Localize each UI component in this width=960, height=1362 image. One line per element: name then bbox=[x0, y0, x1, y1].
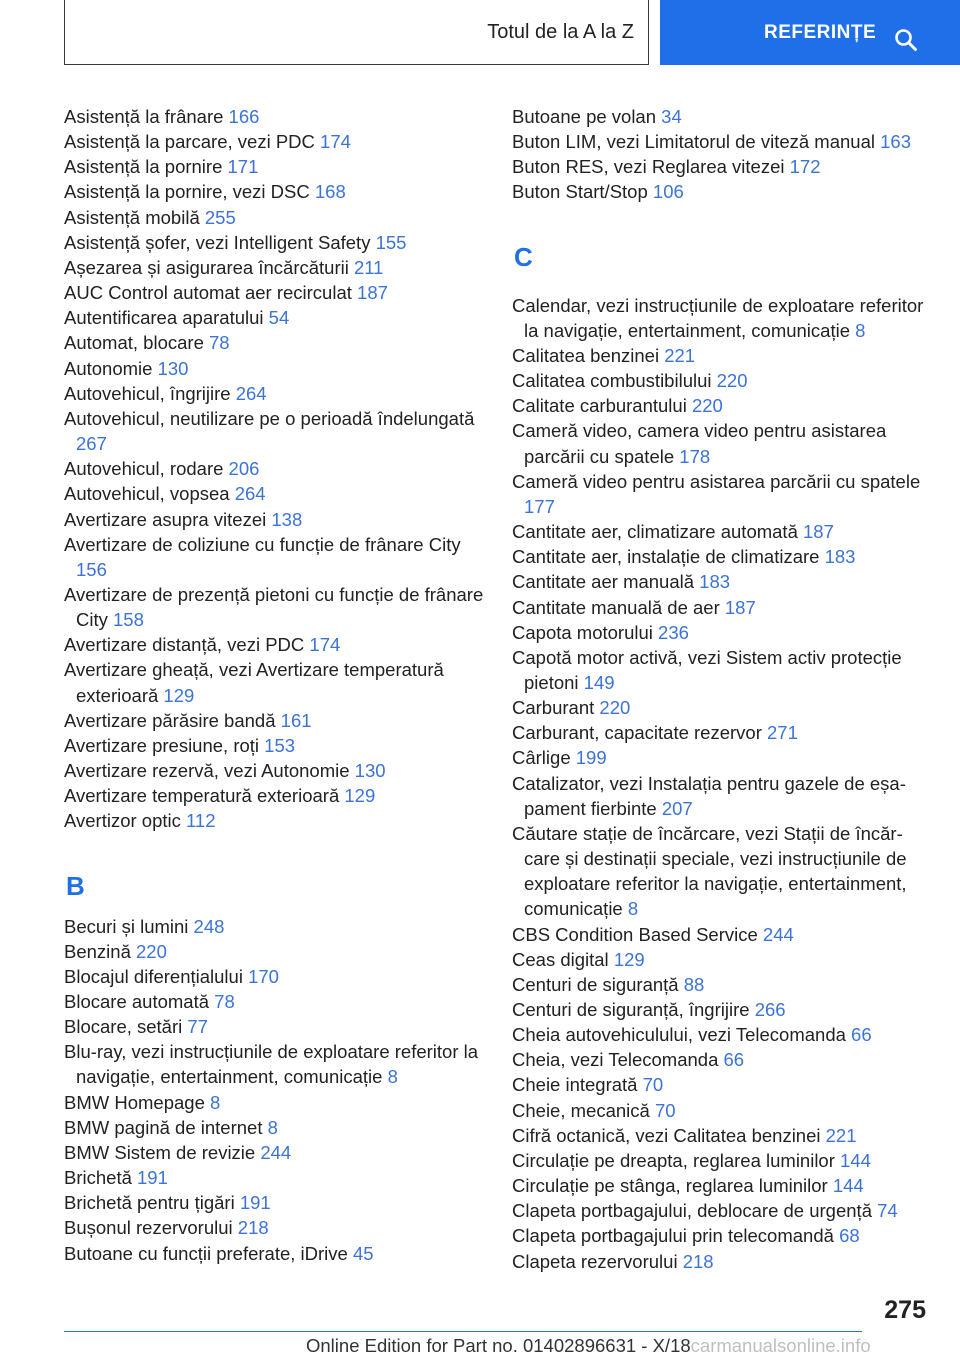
index-entry-term: Carburant, capacitate rezervor bbox=[512, 722, 768, 744]
index-entry-term: Automat, blocare bbox=[64, 332, 209, 354]
index-entry bbox=[512, 720, 932, 745]
index-entry bbox=[512, 1072, 932, 1097]
index-entry bbox=[64, 1140, 484, 1165]
index-entry-page-link[interactable]: 8 bbox=[627, 898, 639, 920]
index-entry-page-link[interactable]: 178 bbox=[679, 445, 711, 467]
footer-brand-watermark: carmanualsonline.info bbox=[690, 1335, 871, 1356]
index-entry-page-link[interactable]: 207 bbox=[661, 797, 693, 819]
index-entry-page-link[interactable]: 8 bbox=[267, 1116, 278, 1138]
index-entry-page-link[interactable]: 129 bbox=[344, 785, 376, 807]
index-entry-page-link[interactable]: 221 bbox=[825, 1124, 857, 1146]
index-entry bbox=[64, 330, 484, 355]
index-entry-term: Cantitate aer, climatizare automată bbox=[512, 521, 804, 543]
index-entry-term: Cheia autovehiculului, vezi Telecomanda bbox=[512, 1024, 852, 1046]
index-entry bbox=[512, 947, 932, 972]
index-entry bbox=[64, 632, 484, 657]
index-entry-page-link[interactable]: 129 bbox=[613, 948, 645, 970]
index-entry-page-link[interactable]: 267 bbox=[76, 433, 107, 455]
index-entry bbox=[512, 154, 932, 179]
index-entry bbox=[64, 914, 484, 939]
index-entry-term: Brichetă pentru țigări bbox=[64, 1192, 240, 1214]
index-entry-term: Autovehicul, rodare bbox=[64, 458, 229, 480]
index-entry-page-link[interactable]: 271 bbox=[767, 722, 798, 744]
section-letter-c: C bbox=[514, 241, 533, 272]
index-entry bbox=[64, 305, 484, 330]
index-entry-term: Avertizare temperatură exterioară bbox=[64, 785, 345, 807]
index-entry-page-link[interactable]: 191 bbox=[137, 1167, 168, 1189]
index-entry bbox=[512, 519, 932, 544]
index-entry-term: Clapeta portbagajului, deblocare de urgență bbox=[512, 1200, 878, 1222]
index-entry-page-link[interactable]: 174 bbox=[320, 131, 351, 153]
index-entry bbox=[64, 456, 484, 481]
index-entry-term: Asistență la pornire, vezi DSC bbox=[64, 181, 315, 203]
index-entry-page-link[interactable]: 78 bbox=[214, 991, 235, 1012]
index-entry bbox=[512, 620, 932, 645]
index-entry-page-link[interactable]: 163 bbox=[880, 131, 911, 153]
index-entry-term: Asistență la parcare, vezi PDC bbox=[64, 131, 321, 153]
index-entry bbox=[64, 532, 484, 582]
index-entry-page-link[interactable]: 166 bbox=[228, 106, 260, 127]
index-entry bbox=[512, 544, 932, 569]
index-entry-term: Centuri de siguranță bbox=[512, 973, 684, 995]
index-entry-page-link[interactable]: 248 bbox=[193, 915, 225, 937]
index-entry-page-link[interactable]: 206 bbox=[228, 458, 260, 480]
index-entry-term: BMW Sistem de revizie bbox=[64, 1141, 261, 1163]
index-entry-term: Autentificarea aparatului bbox=[64, 307, 269, 329]
index-entry-term: Autovehicul, îngrijire bbox=[64, 382, 236, 404]
index-entry bbox=[512, 1098, 932, 1123]
index-entry bbox=[64, 104, 484, 129]
index-entry bbox=[64, 939, 484, 964]
index-entry-term: Calendar, vezi instrucțiunile de exploatare referitor la navigație, entertainment, comunicație bbox=[512, 294, 924, 341]
index-entry-term: Cameră video, camera video pentru asistarea parcării cu spatele bbox=[512, 420, 887, 467]
index-entry-page-link[interactable]: 77 bbox=[187, 1016, 208, 1038]
index-entry bbox=[64, 406, 484, 456]
index-entry-page-link[interactable]: 170 bbox=[248, 965, 279, 987]
index-entry-term: Capota motorului bbox=[512, 621, 659, 643]
index-entry-page-link[interactable]: 264 bbox=[234, 483, 266, 505]
index-entry-term: Avertizare distanță, vezi PDC bbox=[64, 634, 310, 656]
search-icon[interactable] bbox=[894, 28, 918, 52]
index-entry bbox=[64, 230, 484, 255]
index-entry bbox=[64, 989, 484, 1014]
index-entry bbox=[512, 595, 932, 620]
index-entry bbox=[64, 964, 484, 989]
index-entry-page-link[interactable]: 138 bbox=[271, 508, 303, 530]
index-entry-term: Circulație pe stânga, reglarea luminilor bbox=[512, 1175, 833, 1197]
index-list-b bbox=[64, 914, 484, 1266]
tab-az-label: Totul de la A la Z bbox=[487, 20, 634, 43]
index-entry-page-link[interactable]: 199 bbox=[575, 747, 607, 769]
index-entry-term: Cheie, mecanică bbox=[512, 1099, 655, 1121]
index-entry-page-link[interactable]: 66 bbox=[851, 1024, 872, 1046]
footer-edition-text: Online Edition for Part no. 01402896631 - X/18 bbox=[306, 1335, 691, 1356]
index-entry-term: Asistență mobilă bbox=[64, 206, 205, 228]
index-entry-page-link[interactable]: 187 bbox=[357, 282, 388, 304]
index-entry bbox=[512, 104, 932, 129]
index-entry-page-link[interactable]: 183 bbox=[699, 571, 731, 593]
index-entry bbox=[64, 205, 484, 230]
index-entry-page-link[interactable]: 158 bbox=[113, 609, 144, 631]
index-entry-page-link[interactable]: 106 bbox=[652, 181, 684, 203]
index-entry-page-link[interactable]: 129 bbox=[163, 684, 195, 706]
index-entry-term: Buton Start/Stop bbox=[512, 181, 653, 203]
index-entry-term: BMW pagină de internet bbox=[64, 1116, 268, 1138]
index-entry-page-link[interactable]: 177 bbox=[524, 495, 555, 517]
index-entry-term: Asistență la pornire bbox=[64, 156, 228, 178]
footer-edition bbox=[306, 1335, 871, 1357]
index-entry-page-link[interactable]: 266 bbox=[754, 999, 786, 1020]
index-entry-term: Buton LIM, vezi Limitatorul de viteză manual bbox=[512, 131, 881, 153]
index-entry bbox=[512, 1198, 932, 1223]
index-entry bbox=[512, 1148, 932, 1173]
index-entry bbox=[64, 1014, 484, 1039]
index-entry bbox=[512, 469, 932, 519]
index-entry-page-link[interactable]: 236 bbox=[658, 621, 689, 643]
index-entry-page-link[interactable]: 130 bbox=[354, 760, 386, 782]
index-entry bbox=[512, 418, 932, 468]
index-entry-page-link[interactable]: 183 bbox=[824, 546, 856, 568]
index-entry-page-link[interactable]: 155 bbox=[375, 231, 407, 253]
index-entry-term: Ceas digital bbox=[512, 948, 614, 970]
index-entry-page-link[interactable]: 8 bbox=[210, 1091, 221, 1113]
index-entry bbox=[64, 783, 484, 808]
index-entry-page-link[interactable]: 264 bbox=[235, 382, 267, 404]
index-entry-term: Centuri de siguranță, îngrijire bbox=[512, 999, 755, 1020]
index-entry-term: Avertizare gheață, vezi Avertizare temperatură exterioară bbox=[64, 659, 444, 706]
index-entry-term: Autovehicul, vopsea bbox=[64, 483, 235, 505]
index-entry-term: Buton RES, vezi Reglarea vitezei bbox=[512, 156, 790, 178]
index-entry-page-link[interactable]: 112 bbox=[186, 810, 216, 832]
index-entry bbox=[64, 808, 484, 833]
index-entry-term: Căutare stație de încărcare, vezi Stații de încărcare și destinații speciale, vezi instrucțiunile de exploatare referitor la navigație, entertainment, comunicație bbox=[512, 822, 907, 920]
index-entry bbox=[64, 1165, 484, 1190]
index-entry-page-link[interactable]: 88 bbox=[683, 973, 705, 995]
index-entry bbox=[64, 1190, 484, 1215]
index-entry-term: Autovehicul, neutilizare pe o perioadă îndelungată bbox=[64, 407, 475, 429]
index-entry-page-link[interactable]: 220 bbox=[599, 697, 631, 719]
index-entry-term: Avertizare rezervă, vezi Autonomie bbox=[64, 760, 355, 782]
index-entry bbox=[512, 745, 932, 770]
index-entry-term: Blocare automată bbox=[64, 991, 215, 1012]
index-entry bbox=[64, 708, 484, 733]
index-entry-page-link[interactable]: 168 bbox=[314, 181, 346, 203]
index-entry-term: Avertizare asupra vitezei bbox=[64, 508, 272, 530]
index-entry-page-link[interactable]: 187 bbox=[803, 521, 834, 543]
index-entry bbox=[64, 481, 484, 506]
index-entry bbox=[512, 1223, 932, 1248]
index-entry-term: Asistență șofer, vezi Intelligent Safety bbox=[64, 231, 376, 253]
index-entry-page-link[interactable]: 191 bbox=[239, 1192, 271, 1214]
index-entry-term: Cheia, vezi Telecomanda bbox=[512, 1049, 724, 1071]
index-entry bbox=[64, 129, 484, 154]
index-entry-term: Carburant bbox=[512, 697, 600, 719]
index-entry-page-link[interactable]: 220 bbox=[691, 395, 723, 417]
index-entry-term: Butoane pe volan bbox=[512, 106, 662, 127]
index-entry-page-link[interactable]: 220 bbox=[136, 940, 167, 962]
index-entry-page-link[interactable]: 174 bbox=[309, 634, 341, 656]
index-entry bbox=[512, 922, 932, 947]
index-entry-term: Așezarea și asigurarea încărcăturii bbox=[64, 256, 354, 278]
index-entry-term: Circulație pe dreapta, reglarea luminilor bbox=[512, 1149, 841, 1171]
index-entry bbox=[64, 356, 484, 381]
index-entry bbox=[512, 393, 932, 418]
index-entry bbox=[512, 1249, 932, 1274]
index-entry-term: Cheie integrată bbox=[512, 1074, 643, 1096]
index-entry-page-link[interactable]: 68 bbox=[839, 1225, 860, 1247]
index-entry-page-link[interactable]: 8 bbox=[387, 1066, 398, 1088]
index-entry-term: Bușonul rezervorului bbox=[64, 1217, 238, 1239]
index-entry-term: Cârlige bbox=[512, 747, 576, 769]
index-entry-page-link[interactable]: 218 bbox=[237, 1217, 269, 1239]
index-entry-term: Avertizare de prezență pietoni cu funcție de frânare City bbox=[64, 583, 484, 631]
index-entry-term: Cantitate aer, instalație de climatizare bbox=[512, 546, 825, 568]
index-entry-term: Cantitate manuală de aer bbox=[512, 596, 725, 618]
index-entry-page-link[interactable]: 161 bbox=[280, 709, 312, 731]
index-entry bbox=[64, 1115, 484, 1140]
index-entry-term: AUC Control automat aer recirculat bbox=[64, 282, 358, 304]
footer-divider bbox=[64, 1331, 862, 1332]
index-entry-page-link[interactable]: 54 bbox=[268, 307, 290, 329]
index-entry bbox=[512, 1047, 932, 1072]
index-entry-term: Benzină bbox=[64, 940, 136, 962]
index-entry bbox=[512, 1123, 932, 1148]
index-entry bbox=[64, 733, 484, 758]
index-entry bbox=[64, 1090, 484, 1115]
index-entry-term: Butoane cu funcții preferate, iDrive bbox=[64, 1242, 353, 1264]
index-entry bbox=[512, 645, 932, 695]
index-entry-term: Catalizator, vezi Instalația pentru gazele de eșapament fierbinte bbox=[512, 772, 906, 819]
index-entry-page-link[interactable]: 255 bbox=[204, 206, 236, 228]
index-entry bbox=[64, 582, 484, 632]
index-entry bbox=[512, 695, 932, 720]
index-entry-term: Calitate carburantului bbox=[512, 395, 692, 417]
index-entry-term: Blocare, setări bbox=[64, 1016, 188, 1038]
index-entry-page-link[interactable]: 130 bbox=[157, 357, 189, 379]
index-entry bbox=[512, 1022, 932, 1047]
index-entry bbox=[64, 758, 484, 783]
index-entry-page-link[interactable]: 8 bbox=[855, 319, 866, 341]
index-entry bbox=[512, 771, 932, 821]
index-entry bbox=[512, 343, 932, 368]
index-entry bbox=[64, 154, 484, 179]
index-entry-term: Avertizare părăsire bandă bbox=[64, 709, 281, 731]
index-entry-term: Cifră octanică, vezi Calitatea benzinei bbox=[512, 1124, 826, 1146]
index-entry-term: Cameră video pentru asistarea parcării cu spatele bbox=[512, 470, 921, 492]
index-entry-page-link[interactable]: 221 bbox=[664, 344, 696, 366]
index-entry-term: Clapeta portbagajului prin telecomandă bbox=[512, 1225, 840, 1247]
index-entry-term: Blu-ray, vezi instrucțiunile de exploatare referitor la navigație, entertainment, comunicație bbox=[64, 1041, 479, 1088]
index-entry-page-link[interactable]: 144 bbox=[840, 1149, 871, 1171]
index-entry bbox=[512, 293, 932, 343]
index-entry bbox=[64, 179, 484, 204]
index-entry-page-link[interactable]: 244 bbox=[260, 1141, 292, 1163]
index-entry-page-link[interactable]: 144 bbox=[832, 1175, 864, 1197]
index-entry bbox=[512, 179, 932, 204]
index-column-right bbox=[512, 104, 932, 1274]
index-entry-term: Blocajul diferențialului bbox=[64, 965, 249, 987]
index-entry-term: Avertizare presiune, roți bbox=[64, 734, 265, 756]
index-entry-page-link[interactable]: 78 bbox=[209, 332, 230, 354]
page-number: 275 bbox=[884, 1296, 926, 1324]
index-entry bbox=[64, 507, 484, 532]
index-entry-term: Avertizare de coliziune cu funcție de frânare City bbox=[64, 533, 461, 555]
index-entry-term: Asistență la frânare bbox=[64, 106, 229, 127]
index-entry bbox=[512, 129, 932, 154]
index-entry-term: Becuri și lumini bbox=[64, 915, 194, 937]
index-entry bbox=[512, 368, 932, 393]
index-list-c bbox=[512, 293, 932, 1274]
index-entry-page-link[interactable]: 171 bbox=[227, 156, 259, 178]
index-entry-term: Autonomie bbox=[64, 357, 158, 379]
index-entry-term: Capotă motor activă, vezi Sistem activ protecție pietoni bbox=[512, 646, 902, 693]
section-letter-b: B bbox=[66, 870, 85, 901]
index-entry bbox=[64, 280, 484, 305]
index-entry-term: BMW Homepage bbox=[64, 1091, 210, 1113]
index-entry-page-link[interactable]: 220 bbox=[716, 370, 748, 392]
index-entry bbox=[64, 381, 484, 406]
index-entry-page-link[interactable]: 149 bbox=[583, 671, 615, 693]
index-entry-page-link[interactable]: 172 bbox=[789, 156, 821, 178]
index-entry-page-link[interactable]: 45 bbox=[352, 1242, 374, 1264]
tab-ref-label: REFERINȚE bbox=[764, 21, 877, 43]
index-entry bbox=[64, 657, 484, 707]
index-entry-page-link[interactable]: 211 bbox=[353, 256, 384, 278]
tab-totul-de-la-a-la-z[interactable] bbox=[64, 0, 649, 65]
index-entry-page-link[interactable]: 34 bbox=[661, 106, 682, 127]
index-entry-term: Calitatea benzinei bbox=[512, 344, 665, 366]
index-entry-page-link[interactable]: 74 bbox=[877, 1200, 898, 1222]
index-entry-page-link[interactable]: 70 bbox=[642, 1074, 664, 1096]
index-entry-page-link[interactable]: 153 bbox=[264, 734, 296, 756]
index-entry-page-link[interactable]: 70 bbox=[654, 1099, 676, 1121]
index-entry bbox=[64, 1241, 484, 1266]
tab-referinte[interactable] bbox=[660, 0, 960, 65]
index-entry-page-link[interactable]: 218 bbox=[682, 1250, 714, 1272]
index-entry-term: Avertizor optic bbox=[64, 810, 187, 832]
index-entry bbox=[512, 569, 932, 594]
index-entry-page-link[interactable]: 187 bbox=[724, 596, 756, 618]
index-entry-page-link[interactable]: 156 bbox=[76, 558, 107, 580]
index-list-b-cont bbox=[512, 104, 932, 205]
index-entry-term: Clapeta rezervorului bbox=[512, 1250, 683, 1272]
index-entry-term: Brichetă bbox=[64, 1167, 138, 1189]
index-entry bbox=[64, 1215, 484, 1240]
index-entry bbox=[64, 255, 484, 280]
index-entry bbox=[512, 821, 932, 922]
index-entry-page-link[interactable]: 66 bbox=[723, 1049, 745, 1071]
index-entry-term: Cantitate aer manuală bbox=[512, 571, 700, 593]
index-entry bbox=[512, 997, 932, 1022]
index-list-a bbox=[64, 104, 484, 834]
index-entry-term: Calitatea combustibilului bbox=[512, 370, 717, 392]
index-entry-term: CBS Condition Based Service bbox=[512, 923, 763, 945]
index-entry bbox=[64, 1039, 484, 1089]
index-entry bbox=[512, 1173, 932, 1198]
index-column-left bbox=[64, 104, 484, 1266]
index-entry-page-link[interactable]: 244 bbox=[762, 923, 794, 945]
index-entry bbox=[512, 972, 932, 997]
